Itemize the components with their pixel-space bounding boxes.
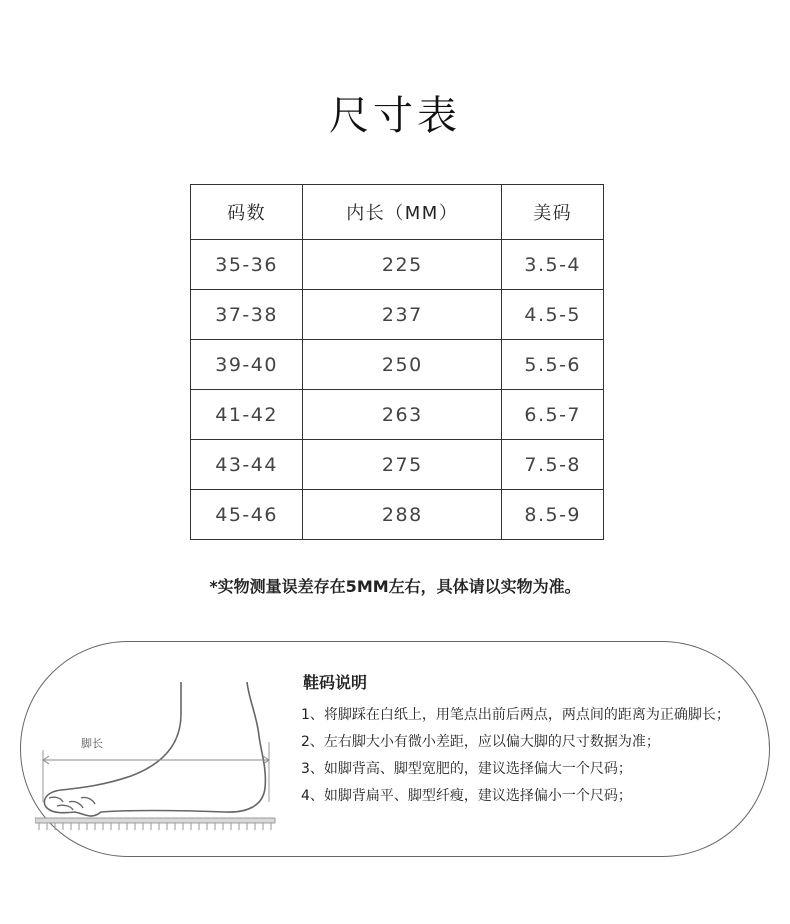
size-guide-panel	[20, 641, 770, 857]
table-row	[191, 290, 604, 340]
table-row	[191, 390, 604, 440]
cell-size: 35-36	[191, 240, 303, 290]
cell-us: 5.5-6	[502, 340, 604, 390]
table-row	[191, 240, 604, 290]
cell-length: 288	[303, 490, 502, 540]
cell-us: 6.5-7	[502, 390, 604, 440]
cell-length: 263	[303, 390, 502, 440]
cell-size: 37-38	[191, 290, 303, 340]
header-size: 码数	[191, 185, 303, 240]
cell-size: 45-46	[191, 490, 303, 540]
list-item: 3、如脚背高、脚型宽肥的，建议选择偏大一个尺码；	[301, 761, 632, 777]
cell-size: 39-40	[191, 340, 303, 390]
list-item: 1、将脚踩在白纸上，用笔点出前后两点，两点间的距离为正确脚长；	[301, 707, 730, 723]
guide-title: 鞋码说明	[303, 673, 368, 692]
cell-length: 275	[303, 440, 502, 490]
header-inner-length: 内长（MM）	[303, 185, 502, 240]
table-header-row	[191, 185, 604, 240]
cell-us: 7.5-8	[502, 440, 604, 490]
cell-us: 4.5-5	[502, 290, 604, 340]
size-table	[190, 184, 604, 540]
table-row	[191, 340, 604, 390]
list-item: 2、左右脚大小有微小差距，应以偏大脚的尺寸数据为准；	[301, 734, 660, 750]
header-us-size: 美码	[502, 185, 604, 240]
cell-length: 250	[303, 340, 502, 390]
cell-us: 8.5-9	[502, 490, 604, 540]
ruler-ticks	[39, 823, 271, 830]
cell-us: 3.5-4	[502, 240, 604, 290]
foot-outline	[44, 682, 265, 816]
foot-length-label: 脚长	[81, 737, 103, 750]
measurement-note: *实物测量误差存在5MM左右，具体请以实物为准。	[209, 577, 581, 596]
list-item: 4、如脚背扁平、脚型纤瘦，建议选择偏小一个尺码；	[301, 788, 632, 804]
cell-size: 41-42	[191, 390, 303, 440]
table-row	[191, 490, 604, 540]
toes-outline	[49, 797, 95, 810]
foot-measure-illustration	[35, 672, 285, 832]
cell-size: 43-44	[191, 440, 303, 490]
page-title: 尺寸表	[329, 93, 461, 139]
ruler-base	[35, 818, 275, 823]
guide-list	[301, 704, 761, 812]
cell-length: 225	[303, 240, 502, 290]
cell-length: 237	[303, 290, 502, 340]
table-row	[191, 440, 604, 490]
